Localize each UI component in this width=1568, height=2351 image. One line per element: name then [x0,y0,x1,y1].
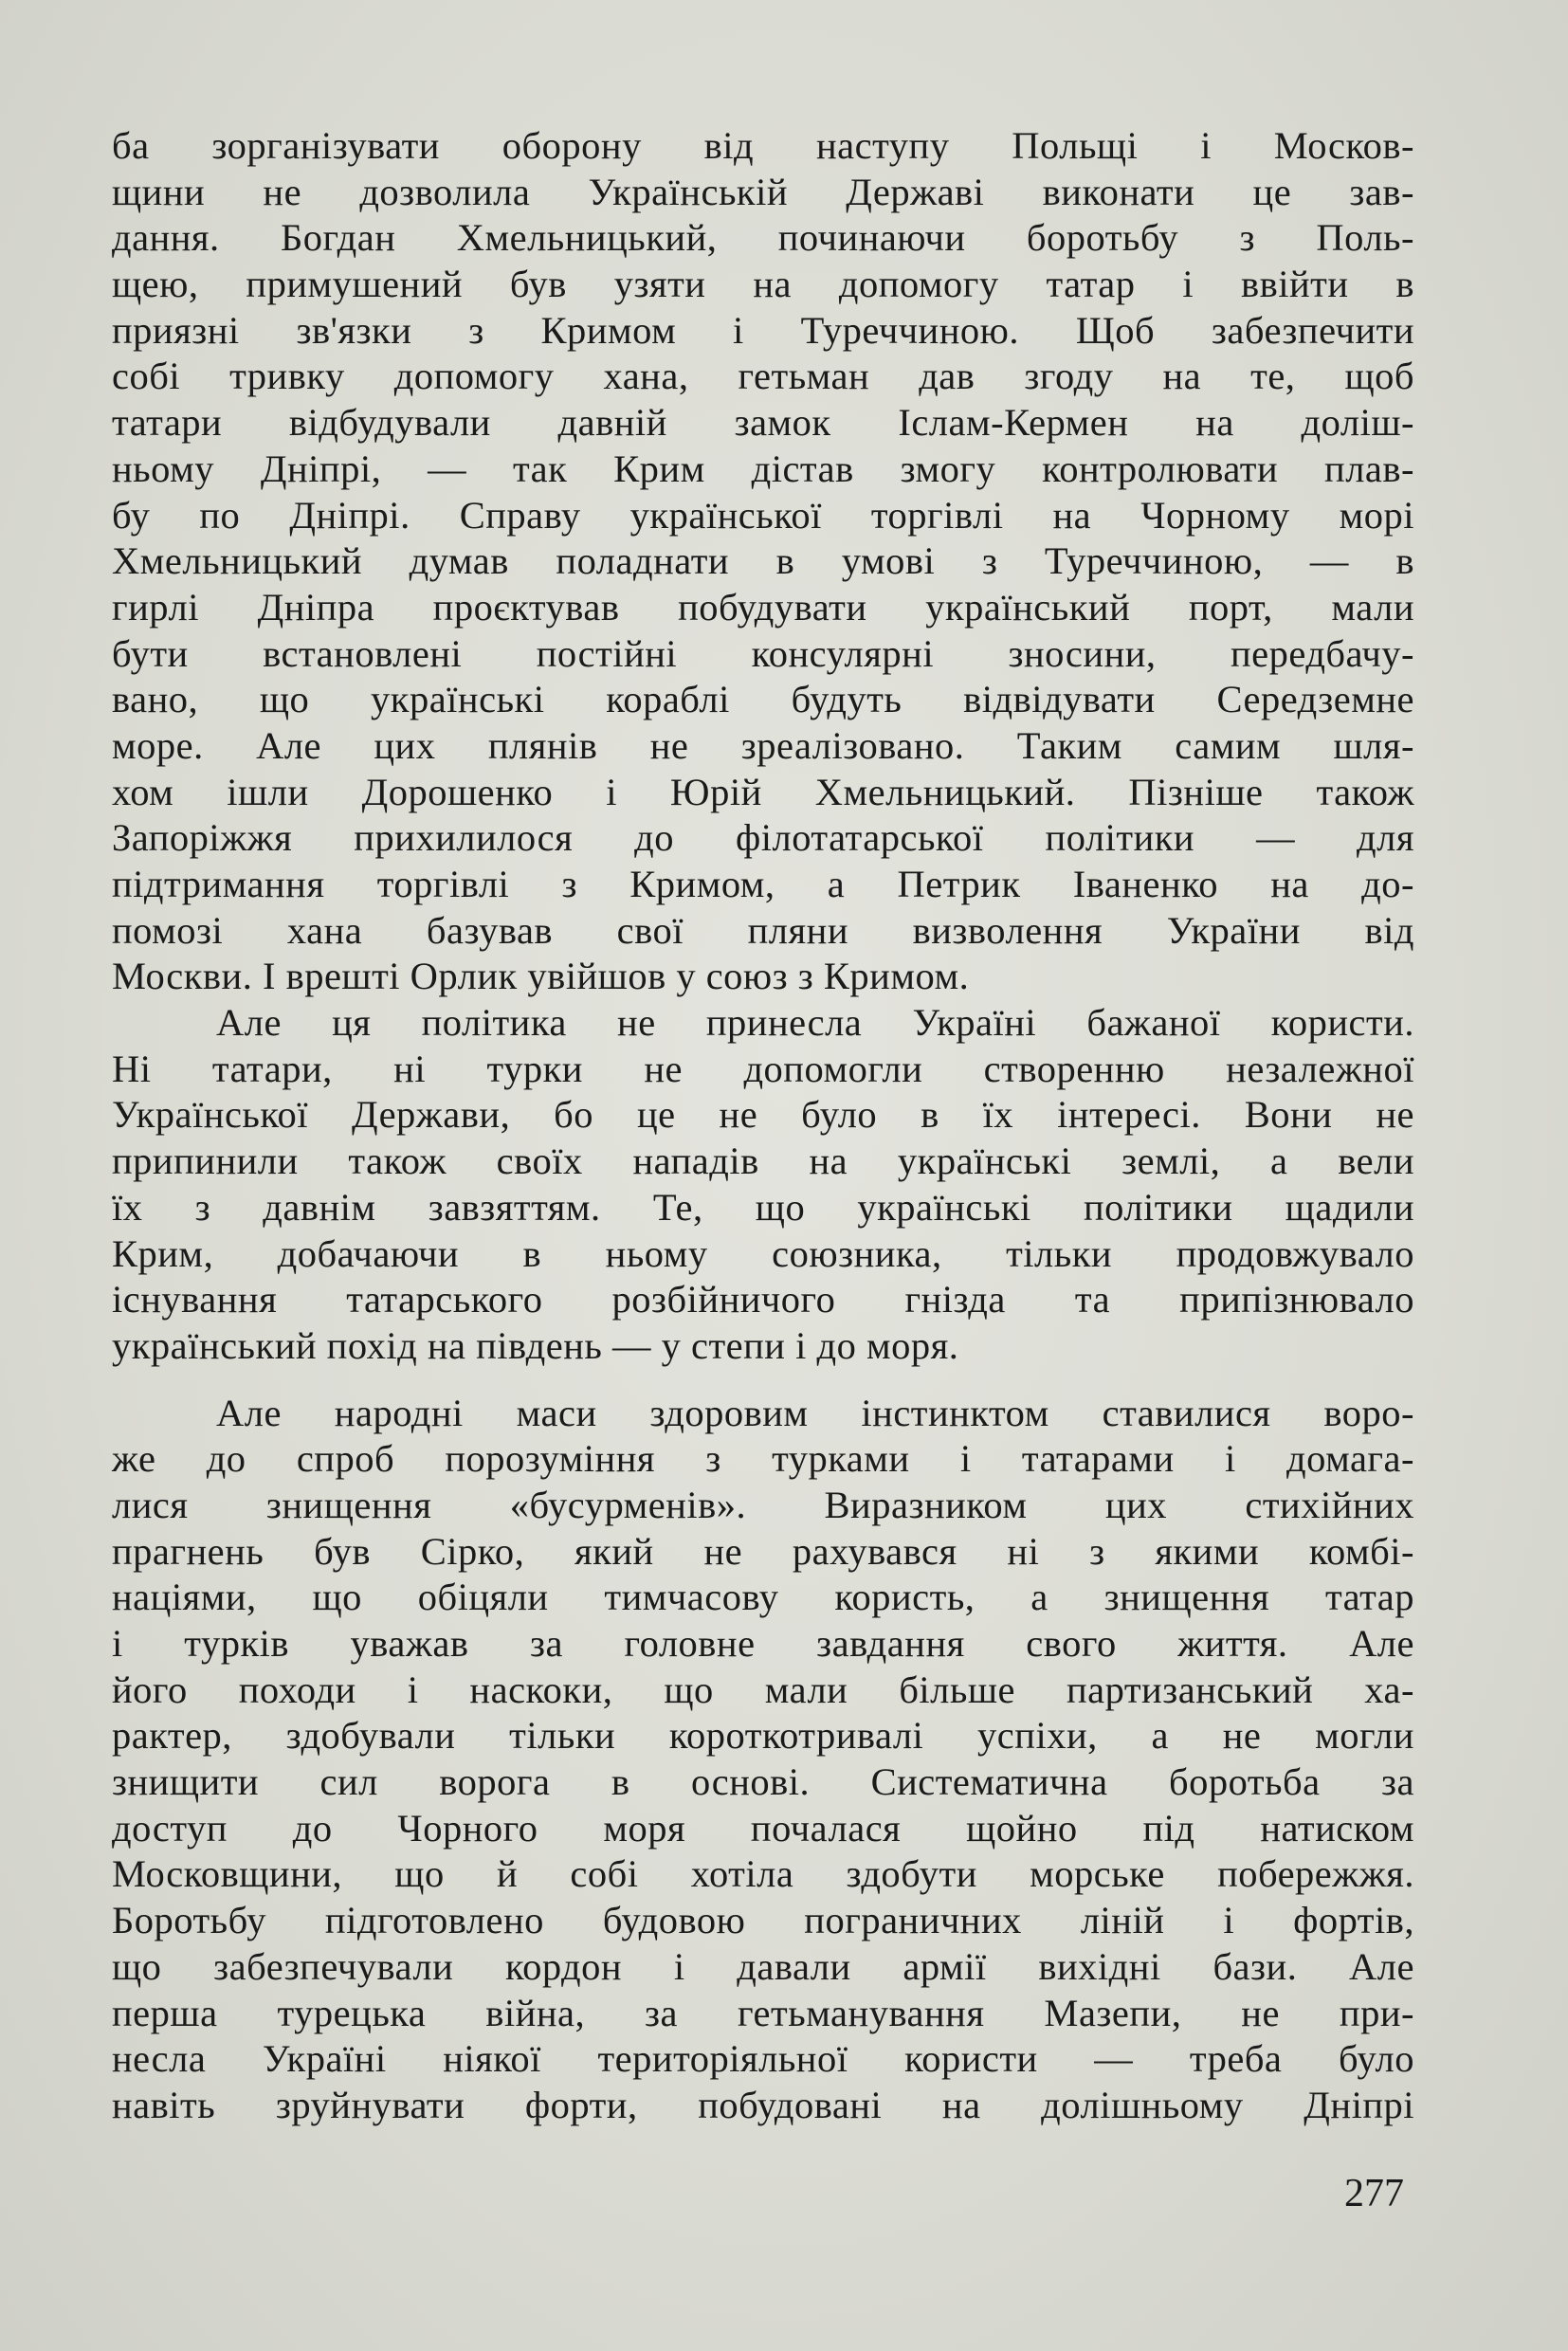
text-line: щини не дозволила Українській Державі виконати це зав- [112,170,1414,213]
text-line: їх з давнім завзяттям. Те, що українські політики щадили [112,1185,1414,1229]
text-line: навіть зруйнувати форти, побудовані на долішньому Дніпрі [112,2083,1414,2126]
text-line: вано, що українські кораблі будуть відвідувати Середземне [112,678,1414,721]
text-line: Хмельницький думав поладнати в умові з Туреччиною, — в [112,539,1414,583]
paragraph [112,123,1414,1000]
text-line: же до спроб порозуміння з турками і татарами і домага- [112,1437,1414,1481]
text-line: доступ до Чорного моря почалася щойно під натиском [112,1806,1414,1850]
text-line: націями, що обіцяли тимчасову користь, а знищення татар [112,1576,1414,1619]
text-line: щею, примушений був узяти на допомогу татар і ввійти в [112,263,1414,306]
text-line: існування татарського розбійничого гнізда та припізнювало [112,1278,1414,1321]
text-line: перша турецька війна, за гетьманування Мазепи, не при- [112,1991,1414,2034]
text-line: ньому Дніпрі, — так Крим дістав змогу контролювати плав- [112,447,1414,490]
text-line: що забезпечували кордон і давали армії вихідні бази. Але [112,1944,1414,1988]
text-line: татари відбудували давній замок Іслам-Кермен на доліш- [112,401,1414,445]
text-line: Української Держави, бо це не було в їх інтересі. Вони не [112,1093,1414,1137]
text-line: Московщини, що й собі хотіла здобути морське побережжя. [112,1852,1414,1896]
text-line: собі тривку допомогу хана, гетьман дав згоду на те, щоб [112,355,1414,398]
text-line: підтримання торгівлі з Кримом, а Петрик Іваненко на до- [112,863,1414,905]
text-line: прагнень був Сірко, який не рахувався ні з якими комбі- [112,1529,1414,1573]
text-line: Боротьбу підготовлено будовою пограничних ліній і фортів, [112,1899,1414,1942]
text-line: лися знищення «бусурменів». Виразником цих стихійних [112,1483,1414,1526]
text-line: рактер, здобували тільки короткотривалі успіхи, а не могли [112,1714,1414,1758]
text-line: ба зорганізувати оборону від наступу Польщі і Москов- [112,124,1414,167]
text-line: його походи і наскоки, що мали більше партизанський ха- [112,1668,1414,1711]
text-line: український похід на південь — у степи і до моря. [112,1323,959,1367]
text-line: Крим, добачаючи в ньому союзника, тільки продовжувало [112,1231,1414,1275]
text-line: дання. Богдан Хмельницький, починаючи боротьбу з Поль- [112,216,1414,260]
paragraph [112,1391,1414,2129]
paragraph [112,1000,1414,1370]
text-line: знищити сил ворога в основі. Систематична боротьба за [112,1760,1414,1804]
text-line: хом ішли Дорошенко і Юрій Хмельницький. Пізніше також [112,770,1414,813]
text-line: приязні зв'язки з Кримом і Туреччиною. Щоб забезпечити [112,308,1414,352]
text-line: гирлі Дніпра проєктував побудувати український порт, мали [112,585,1414,629]
page-text [112,123,1414,2129]
page-number: 277 [1344,2172,1404,2215]
text-line: бути встановлені постійні консулярні зносини, передбачу- [112,631,1414,675]
text-line: бу по Дніпрі. Справу української торгівлі на Чорному морі [112,493,1414,537]
text-line: несла Україні ніякої територіяльної користи — треба було [112,2037,1414,2081]
text-line: Але народні маси здоровим інстинктом ставилися воро- [216,1391,1414,1434]
paragraph-gap [112,1370,1414,1391]
text-line: і турків уважав за головне завдання свого життя. Але [112,1622,1414,1665]
text-line: помозі хана базував свої пляни визволення України від [112,908,1414,952]
text-line: море. Але цих плянів не зреалізовано. Таким самим шля- [112,723,1414,767]
text-line: припинили також своїх нападів на українські землі, а вели [112,1139,1414,1183]
text-line: Ні татари, ні турки не допомогли створенню незалежної [112,1047,1414,1090]
text-line: Запоріжжя прихилилося до філотатарської політики — для [112,816,1414,860]
text-line: Але ця політика не принесла Україні бажаної користи. [216,1001,1414,1045]
text-line: Москви. І врешті Орлик увійшов у союз з Кримом. [112,955,970,998]
